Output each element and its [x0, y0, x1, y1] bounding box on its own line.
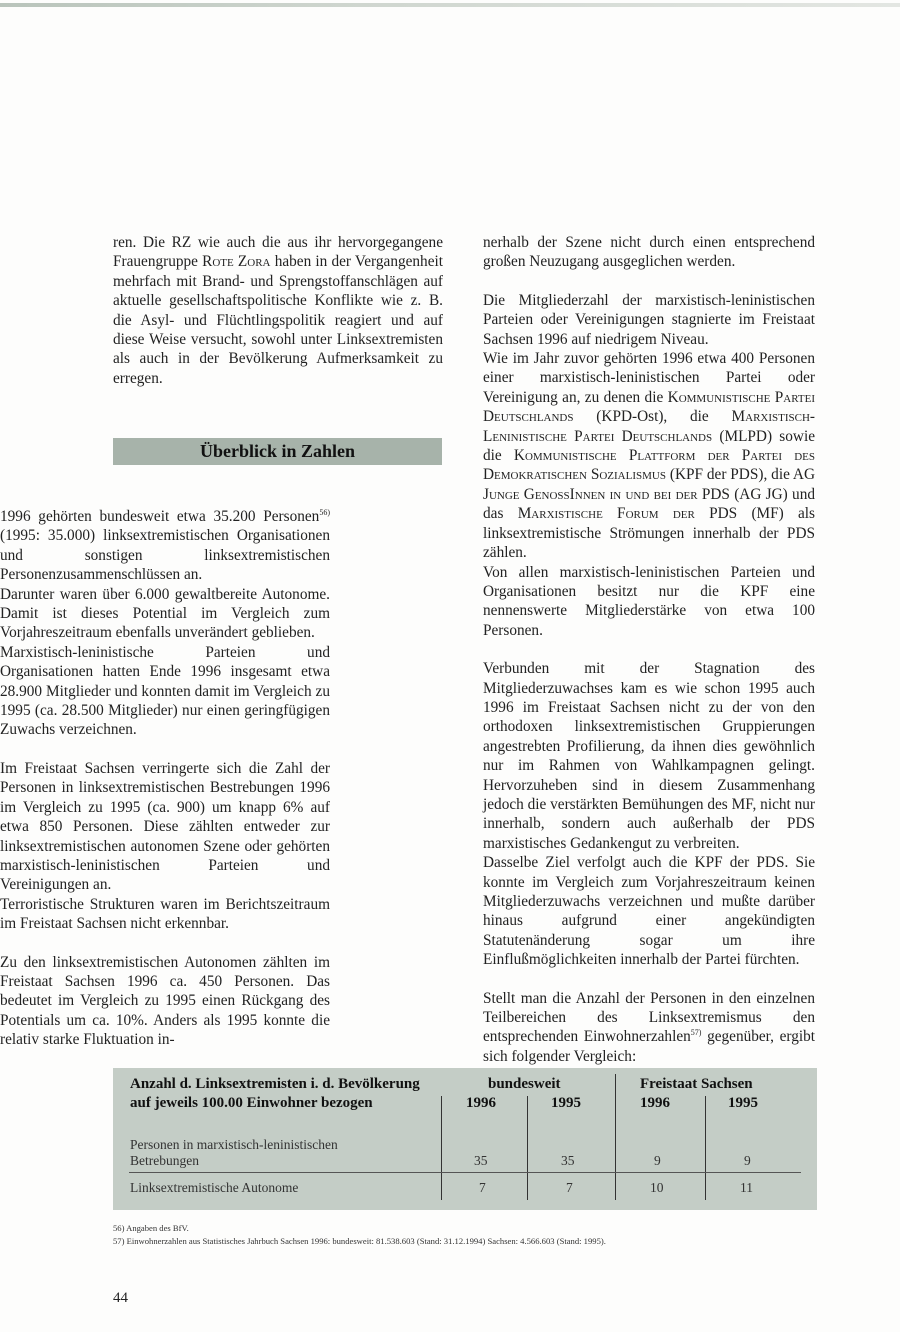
table-cell: 9 [744, 1153, 751, 1168]
paragraph: Die Mitgliederzahl der marxistisch-leninistischen Parteien oder Vereinigungen stagnierte im Freistaat Sachsen 1996 auf niedrigem Niveau. [483, 291, 815, 348]
group-header-sachsen: Freistaat Sachsen [640, 1076, 753, 1092]
left-column-lower [0, 507, 330, 1050]
table-cell: 35 [474, 1153, 488, 1168]
year-header: 1996 [640, 1095, 670, 1111]
group-header-bundesweit: bundesweit [488, 1076, 561, 1092]
small-caps-name: Rote Zora [202, 253, 271, 271]
section-heading-box [113, 438, 442, 465]
right-column [483, 233, 815, 1066]
row-label: Betrebungen [130, 1153, 199, 1168]
table-title-line2: auf jeweils 100.00 Einwohner bezogen [130, 1095, 373, 1111]
footnote-56: 56) Angaben des BfV. [113, 1223, 189, 1233]
table-cell: 10 [650, 1180, 664, 1195]
year-header: 1995 [728, 1095, 758, 1111]
table-cell: 7 [479, 1180, 486, 1195]
section-heading: Überblick in Zahlen [199, 441, 356, 461]
paragraph: nerhalb der Szene nicht durch einen entsprechend großen Neuzugang ausgeglichen werden. [483, 234, 815, 271]
paragraph: Von allen marxistisch-leninistischen Parteien und Organisationen besitzt nur die KPF eine nennenswerte Mitgliederstärke von etwa 100 Personen. [483, 563, 815, 639]
paragraph: Zu den linksextremistischen Autonomen zählten im Freistaat Sachsen 1996 ca. 450 Personen. Das bedeutet im Vergleich zu 1995 einen Rückgang des Potentials um ca. 10%. Anders als 1995 konnte die relativ starke Fluktuation in- [0, 953, 330, 1049]
column-divider [705, 1096, 706, 1200]
paragraph: Marxistisch-leninistische Parteien und Organisationen hatten Ende 1996 insgesamt etwa 28.900 Mitglieder und konnten damit im Vergleich zu 1995 (ca. 28.500 Mitglieder) nur einen geringfügigen Zuwachs verzeichnen. [0, 643, 330, 739]
paragraph: Darunter waren über 6.000 gewaltbereite Autonome. Damit ist dieses Potential im Vergleich zum Vorjahreszeitraum ebenfalls unverändert geblieben. [0, 585, 330, 642]
paragraph: Verbunden mit der Stagnation des Mitgliederzuwachses kam es wie schon 1995 auch 1996 im Freistaat Sachsen nicht zu der von den orthodoxen linksextremistischen Gruppierungen angestrebten Profilierung, da ihnen dies gewöhnlich nur im Rahmen von Wahlkampagnen gelingt. Hervorzuheben sind in diesem Zusammenhang jedoch die verstärkten Bemühungen des MF, nicht nur innerhalb, sondern auch außerhalb der PDS marxistisches Gedankengut zu verbreiten. [483, 660, 815, 852]
paragraph: Dasselbe Ziel verfolgt auch die KPF der PDS. Sie konnte im Vergleich zum Vorjahreszeitraum keinen Mitgliederzuwachs verzeichnen und mußte darüber hinaus aufgrund einer angekündigten Statutenänderung sogar um ihre Einflußmöglichkeiten innerhalb der Partei fürchten. [483, 854, 815, 969]
footnotes [113, 1222, 606, 1247]
column-divider [441, 1096, 442, 1200]
table-cell: 9 [654, 1153, 661, 1168]
table-cell: 35 [561, 1153, 575, 1168]
column-divider [527, 1096, 528, 1200]
footnote-ref: 57) [690, 1028, 702, 1038]
left-column [113, 233, 443, 388]
row-label: Personen in marxistisch-leninistischen [130, 1137, 338, 1152]
footnote-ref: 56) [319, 507, 330, 517]
paragraph: Terroristische Strukturen waren im Berichtszeitraum im Freistaat Sachsen nicht erkennbar. [0, 895, 330, 933]
paragraph: ren. Die RZ wie auch die aus ihr hervorgegangene Frauengruppe Rote Zora haben in der Vergangenheit mehrfach mit Brand- und Sprengstoffanschlägen auf aktuelle gesellschaftspolitische Konflikte wie z. B. die Asyl- und Flüchtlingspolitik reagiert und auf diese Weise versucht, sowohl unter Linksextremisten als auch in der Bevölkerung Aufmerksamkeit zu erregen. [113, 234, 443, 387]
paragraph: Wie im Jahr zuvor gehörten 1996 etwa 400 Personen einer marxistisch-leninistischen Partei oder Vereinigung an, zu denen die Kommunistische Partei Deutschlands (KPD-Ost), die Marxistisch-Leninistische Partei Deutschlands (MLPD) sowie die Kommunistische Plattform der Partei des Demokratischen Sozialismus (KPF der PDS), die AG Junge GenossInnen in und bei der PDS (AG JG) und das Marxistische Forum der PDS (MF) als linksextremistische Strömungen innerhalb der PDS zählen. [483, 350, 816, 562]
year-header: 1995 [551, 1095, 581, 1111]
top-rule [0, 3, 900, 7]
table-cell: 7 [566, 1180, 573, 1195]
column-divider [615, 1074, 616, 1200]
table-title-line1: Anzahl d. Linksextremisten i. d. Bevölkerung [130, 1076, 420, 1092]
paragraph: 1996 gehörten bundesweit etwa 35.200 Personen$^{56)}$ (1995: 35.000) linksextremistischen Organisationen und sonstigen linksextremistischen Personenzusammenschlüssen an. [0, 507, 330, 584]
row-divider [129, 1172, 801, 1173]
table-cell: 11 [740, 1180, 753, 1195]
page-number: 44 [113, 1290, 128, 1306]
paragraph: Stellt man die Anzahl der Personen in den einzelnen Teilbereichen des Linksextremismus den entsprechenden Einwohnerzahlen$^{57)}$ gegenüber, ergibt sich folgender Vergleich: [483, 989, 815, 1065]
row-label: Linksextremistische Autonome [130, 1180, 299, 1195]
comparison-table [113, 1068, 817, 1210]
year-header: 1996 [466, 1095, 496, 1111]
paragraph: Im Freistaat Sachsen verringerte sich die Zahl der Personen in linksextremistischen Bestrebungen 1996 im Vergleich zu 1995 (ca. 900) um knapp 6% auf etwa 850 Personen. Diese zählten entweder zur linksextremistischen autonomen Szene oder gehörten marxistisch-leninistischen Parteien und Vereinigungen an. [0, 759, 330, 894]
footnote-57: 57) Einwohnerzahlen aus Statistisches Jahrbuch Sachsen 1996: bundesweit: 81.538.603 (Stand: 31.12.1994) Sachsen: 4.566.603 (Stand: 1995). [113, 1235, 606, 1246]
